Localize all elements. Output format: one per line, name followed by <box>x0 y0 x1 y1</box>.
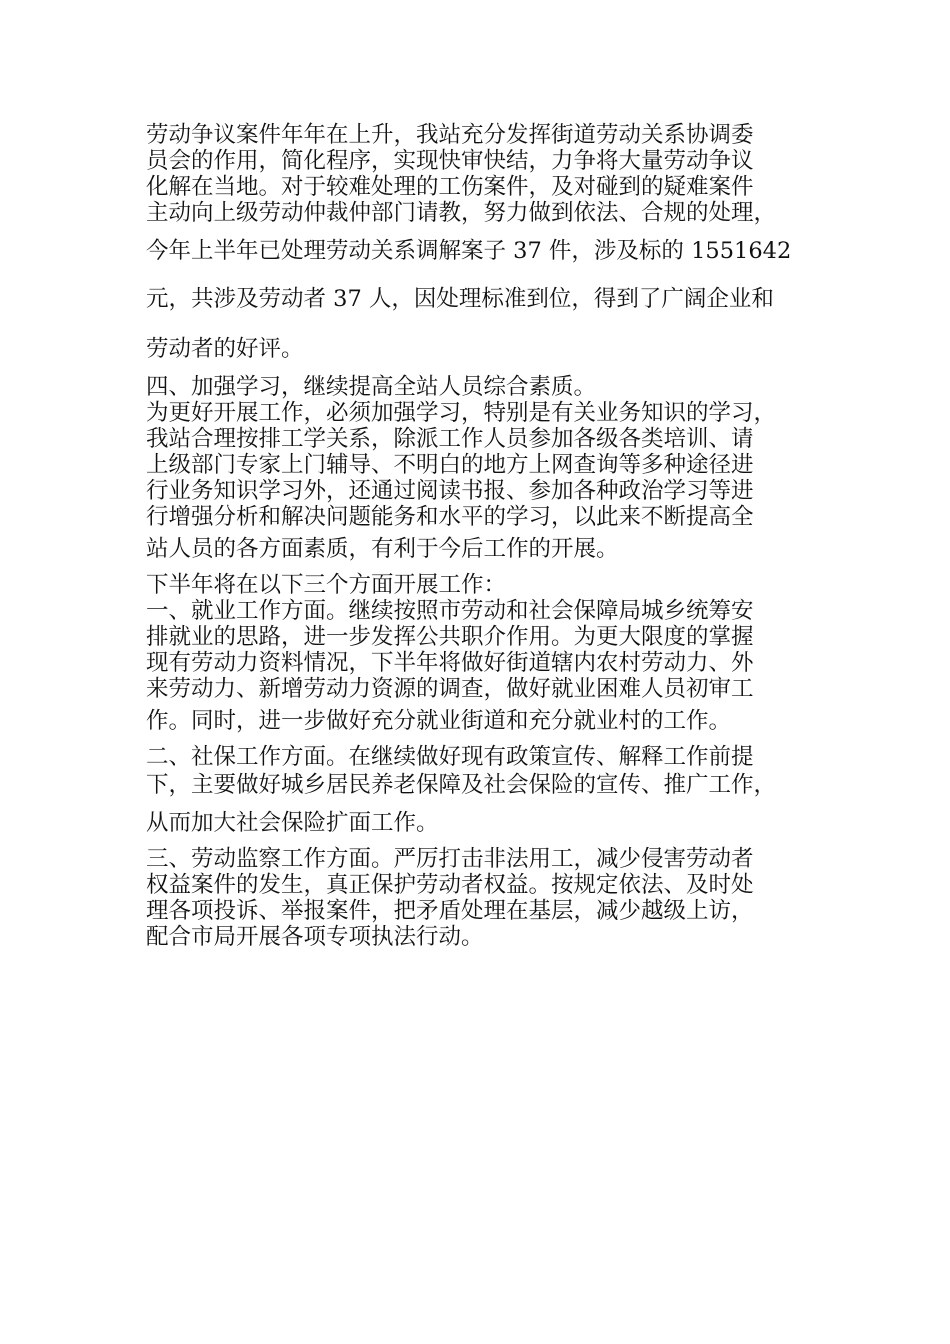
section-heading: 下半年将在以下三个方面开展工作： <box>146 572 507 598</box>
text-line: 劳动争议案件年年在上升，我站充分发挥街道劳动关系协调委 <box>146 122 754 148</box>
text-line: 从而加大社会保险扩面工作。 <box>146 810 439 836</box>
text-line: 站人员的各方面素质，有利于今后工作的开展。 <box>146 536 619 562</box>
text-line: 来劳动力、新增劳动力资源的调查，做好就业困难人员初审工 <box>146 676 754 702</box>
text-line: 行增强分析和解决问题能务和水平的学习，以此来不断提高全 <box>146 504 754 530</box>
text-line: 今年上半年已处理劳动关系调解案子 37 件，涉及标的 1551642 <box>146 238 792 264</box>
text-line: 化解在当地。对于较难处理的工伤案件，及对碰到的疑难案件 <box>146 174 754 200</box>
text-line: 下，主要做好城乡居民养老保障及社会保险的宣传、推广工作， <box>146 772 777 798</box>
text-line: 行业务知识学习外，还通过阅读书报、参加各种政治学习等进 <box>146 478 754 504</box>
text-line: 元，共涉及劳动者 37 人，因处理标准到位，得到了广阔企业和 <box>146 286 774 312</box>
text-line: 劳动者的好评。 <box>146 336 304 362</box>
text-line: 上级部门专家上门辅导、不明白的地方上网查询等多种途径进 <box>146 452 754 478</box>
text-line: 理各项投诉、举报案件，把矛盾处理在基层，减少越级上访， <box>146 898 754 924</box>
text-line: 作。同时，进一步做好充分就业街道和充分就业村的工作。 <box>146 708 732 734</box>
text-line: 权益案件的发生，真正保护劳动者权益。按规定依法、及时处 <box>146 872 754 898</box>
text-line: 我站合理按排工学关系，除派工作人员参加各级各类培训、请 <box>146 426 754 452</box>
section-heading: 四、加强学习，继续提高全站人员综合素质。 <box>146 374 597 400</box>
text-line: 主动向上级劳动仲裁仲部门请教，努力做到依法、合规的处理， <box>146 200 777 226</box>
text-line: 排就业的思路，进一步发挥公共职介作用。为更大限度的掌握 <box>146 624 754 650</box>
text-line: 一、就业工作方面。继续按照市劳动和社会保障局城乡统筹安 <box>146 598 754 624</box>
text-line: 为更好开展工作，必须加强学习，特别是有关业务知识的学习， <box>146 400 777 426</box>
text-line: 现有劳动力资料情况，下半年将做好街道辖内农村劳动力、外 <box>146 650 754 676</box>
text-line: 三、劳动监察工作方面。严厉打击非法用工，减少侵害劳动者 <box>146 846 754 872</box>
text-line: 二、社保工作方面。在继续做好现有政策宣传、解释工作前提 <box>146 744 754 770</box>
text-line: 配合市局开展各项专项执法行动。 <box>146 924 484 950</box>
text-line: 员会的作用，简化程序，实现快审快结，力争将大量劳动争议 <box>146 148 754 174</box>
